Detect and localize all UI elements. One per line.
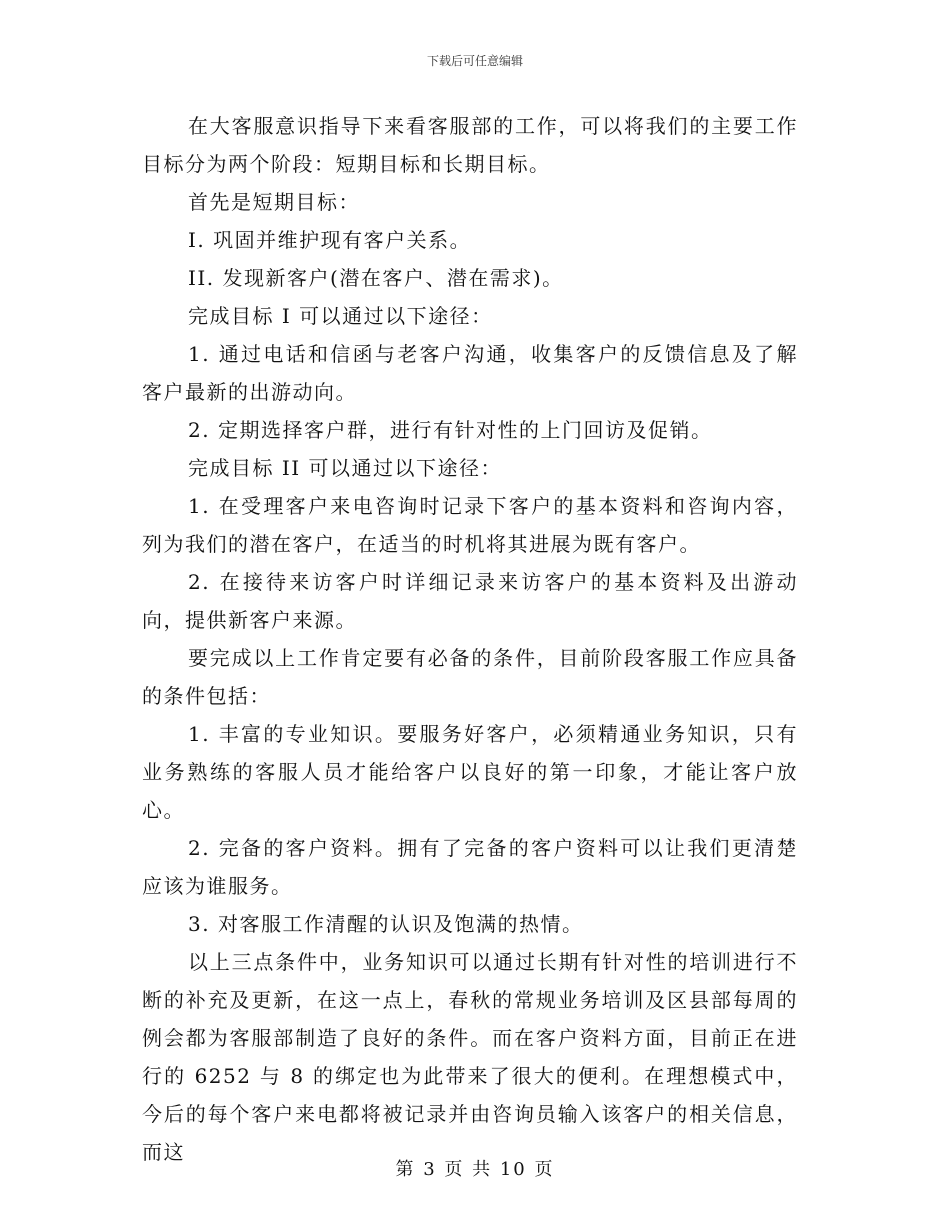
paragraph-goal-1-way-2: 2. 定期选择客户群，进行有针对性的上门回访及促销。 <box>188 418 713 442</box>
paragraph-conditions-heading: 要完成以上工作肯定要有必备的条件，目前阶段客服工作应具备的条件包括： <box>142 646 798 708</box>
paragraph-goal-2-way-2: 2. 在接待来访客户时详细记录来访客户的基本资料及出游动向，提供新客户来源。 <box>142 570 798 632</box>
paragraph-goal-1: I. 巩固并维护现有客户关系。 <box>188 228 472 252</box>
document-body <box>142 107 798 1171</box>
paragraph-goal-2-ways-heading: 完成目标 II 可以通过以下途径： <box>188 456 503 480</box>
paragraph-goal-2: II. 发现新客户(潜在客户、潜在需求)。 <box>188 266 564 290</box>
paragraph-condition-3: 3. 对客服工作清醒的认识及饱满的热情。 <box>188 912 584 936</box>
paragraph-goal-2-way-1: 1. 在受理客户来电咨询时记录下客户的基本资料和咨询内容，列为我们的潜在客户，在适当的时机将其进展为既有客户。 <box>142 494 798 556</box>
page-header: 下载后可任意编辑 <box>426 54 523 68</box>
paragraph-summary: 以上三点条件中，业务知识可以通过长期有针对性的培训进行不断的补充及更新，在这一点上，春秋的常规业务培训及区县部每周的例会都为客服部制造了良好的条件。而在客户资料方面，目前正在进行的 6252 与 8 的绑定也为此带来了很大的便利。在理想模式中，今后的每个客户来电都将被记录并由咨询员输入该客户的相关信息，而这 <box>142 950 798 1164</box>
paragraph-short-term-heading: 首先是短期目标： <box>188 190 360 214</box>
page-number: 第 3 页 共 10 页 <box>395 1159 555 1180</box>
paragraph-condition-1: 1. 丰富的专业知识。要服务好客户，必须精通业务知识，只有业务熟练的客服人员才能给客户以良好的第一印象，才能让客户放心。 <box>142 722 798 822</box>
paragraph-intro: 在大客服意识指导下来看客服部的工作，可以将我们的主要工作目标分为两个阶段：短期目标和长期目标。 <box>142 114 798 176</box>
paragraph-condition-2: 2. 完备的客户资料。拥有了完备的客户资料可以让我们更清楚应该为谁服务。 <box>142 836 798 898</box>
paragraph-goal-1-way-1: 1. 通过电话和信函与老客户沟通，收集客户的反馈信息及了解客户最新的出游动向。 <box>142 342 798 404</box>
paragraph-goal-1-ways-heading: 完成目标 I 可以通过以下途径： <box>188 304 493 328</box>
